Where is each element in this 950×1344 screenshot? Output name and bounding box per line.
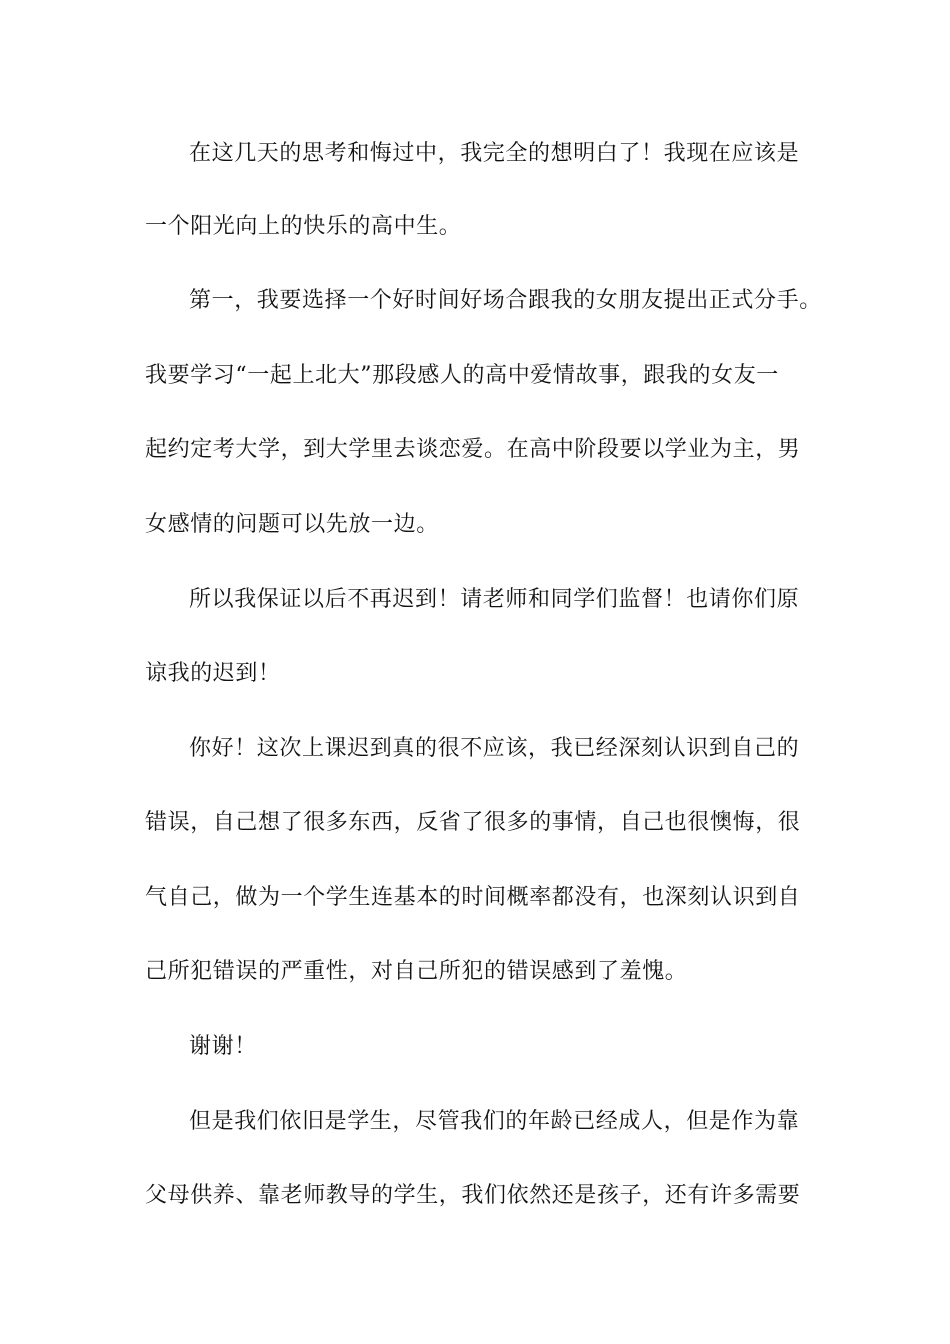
paragraph-line: 己所犯错误的严重性，对自己所犯的错误感到了羞愧。 [145,959,688,984]
paragraph-line: 一个阳光向上的快乐的高中生。 [145,214,462,239]
paragraph-line: 父母供养、靠老师教导的学生，我们依然还是孩子，还有许多需要 [145,1183,801,1208]
paragraph-line: 第一，我要选择一个好时间好场合跟我的女朋友提出正式分手。 [189,288,822,313]
paragraph-line: 谅我的迟到！ [145,661,281,686]
paragraph-line: 女感情的问题可以先放一边。 [145,512,439,537]
paragraph-line: 你好！这次上课迟到真的很不应该，我已经深刻认识到自己的 [189,736,800,761]
paragraph-line: 所以我保证以后不再迟到！请老师和同学们监督！也请你们原 [189,587,800,612]
paragraph-line: 错误，自己想了很多东西，反省了很多的事情，自己也很懊悔，很 [145,810,801,835]
paragraph-line: 我要学习“一起上北大”那段感人的高中爱情故事，跟我的女友一 [145,363,779,388]
paragraph-line: 但是我们依旧是学生，尽管我们的年龄已经成人，但是作为靠 [189,1109,800,1134]
paragraph-line: 起约定考大学，到大学里去谈恋爱。在高中阶段要以学业为主，男 [145,437,801,462]
paragraph-line: 在这几天的思考和悔过中，我完全的想明白了！我现在应该是 [189,141,800,166]
paragraph-line: 气自己，做为一个学生连基本的时间概率都没有，也深刻认识到自 [145,885,801,910]
paragraph-line: 谢谢！ [189,1034,257,1059]
